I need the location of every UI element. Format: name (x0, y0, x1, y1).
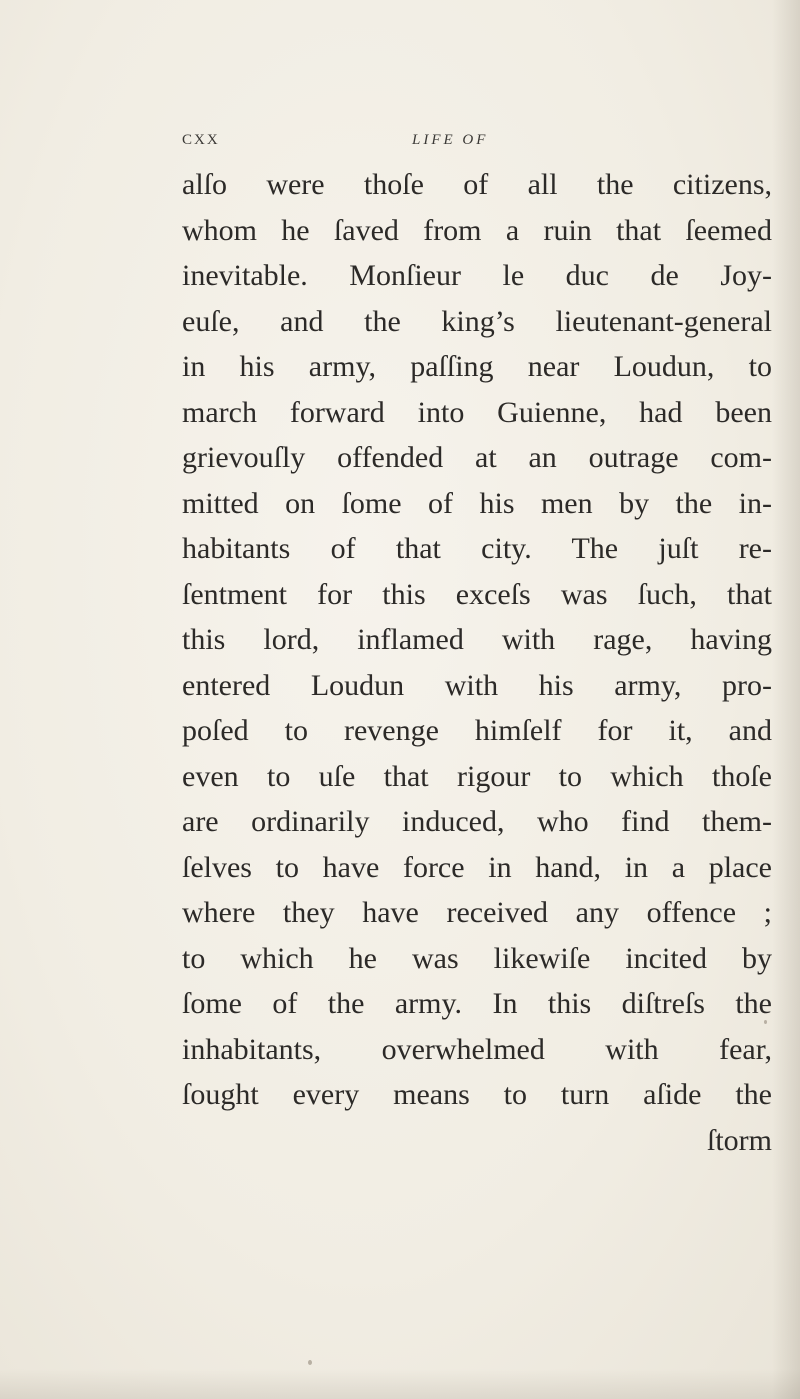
page-header (0, 132, 800, 162)
text-line: in his army, paſſing near Loudun, to (182, 350, 772, 383)
paper-speck (764, 1020, 767, 1024)
text-line: whom he ſaved from a ruin that ſeemed (182, 213, 772, 247)
page-bottom-shadow (0, 1369, 800, 1399)
running-head: LIFE OF (412, 132, 489, 148)
text-line: entered Loudun with his army, pro- (182, 668, 772, 702)
text-line: habitants of that city. The juſt re- (182, 532, 772, 565)
text-line: inevitable. Monſieur le duc de Joy- (182, 259, 772, 292)
text-line: even to uſe that rigour to which thoſe (182, 759, 772, 793)
page-number: CXX (182, 132, 220, 148)
text-line: to which he was likewiſe incited by (182, 941, 772, 975)
page-edge-shadow (772, 0, 800, 1399)
text-line: mitted on ſome of his men by the in- (182, 486, 772, 520)
text-line: are ordinarily induced, who find them- (182, 805, 772, 838)
text-line: poſed to revenge himſelf for it, and (182, 714, 772, 747)
text-line: ſelves to have force in hand, in a place (182, 850, 772, 884)
text-line: ſome of the army. In this diſtreſs the (182, 987, 772, 1020)
text-line: alſo were thoſe of all the citizens, (182, 168, 772, 201)
text-line: march forward into Guienne, had been (182, 395, 772, 429)
text-line: this lord, inflamed with rage, having (182, 623, 772, 656)
text-line: inhabitants, overwhelmed with fear, (182, 1032, 772, 1066)
text-line: euſe, and the king’s lieutenant-general (182, 304, 772, 338)
text-line: grievouſly offended at an outrage com- (182, 441, 772, 474)
catchword: ſtorm (707, 1123, 772, 1157)
paper-speck (308, 1360, 312, 1365)
text-line: ſentment for this exceſs was ſuch, that (182, 577, 772, 611)
text-line: ſought every means to turn aſide the (182, 1078, 772, 1111)
body-text (182, 162, 772, 1163)
text-line: where they have received any offence ; (182, 896, 772, 929)
